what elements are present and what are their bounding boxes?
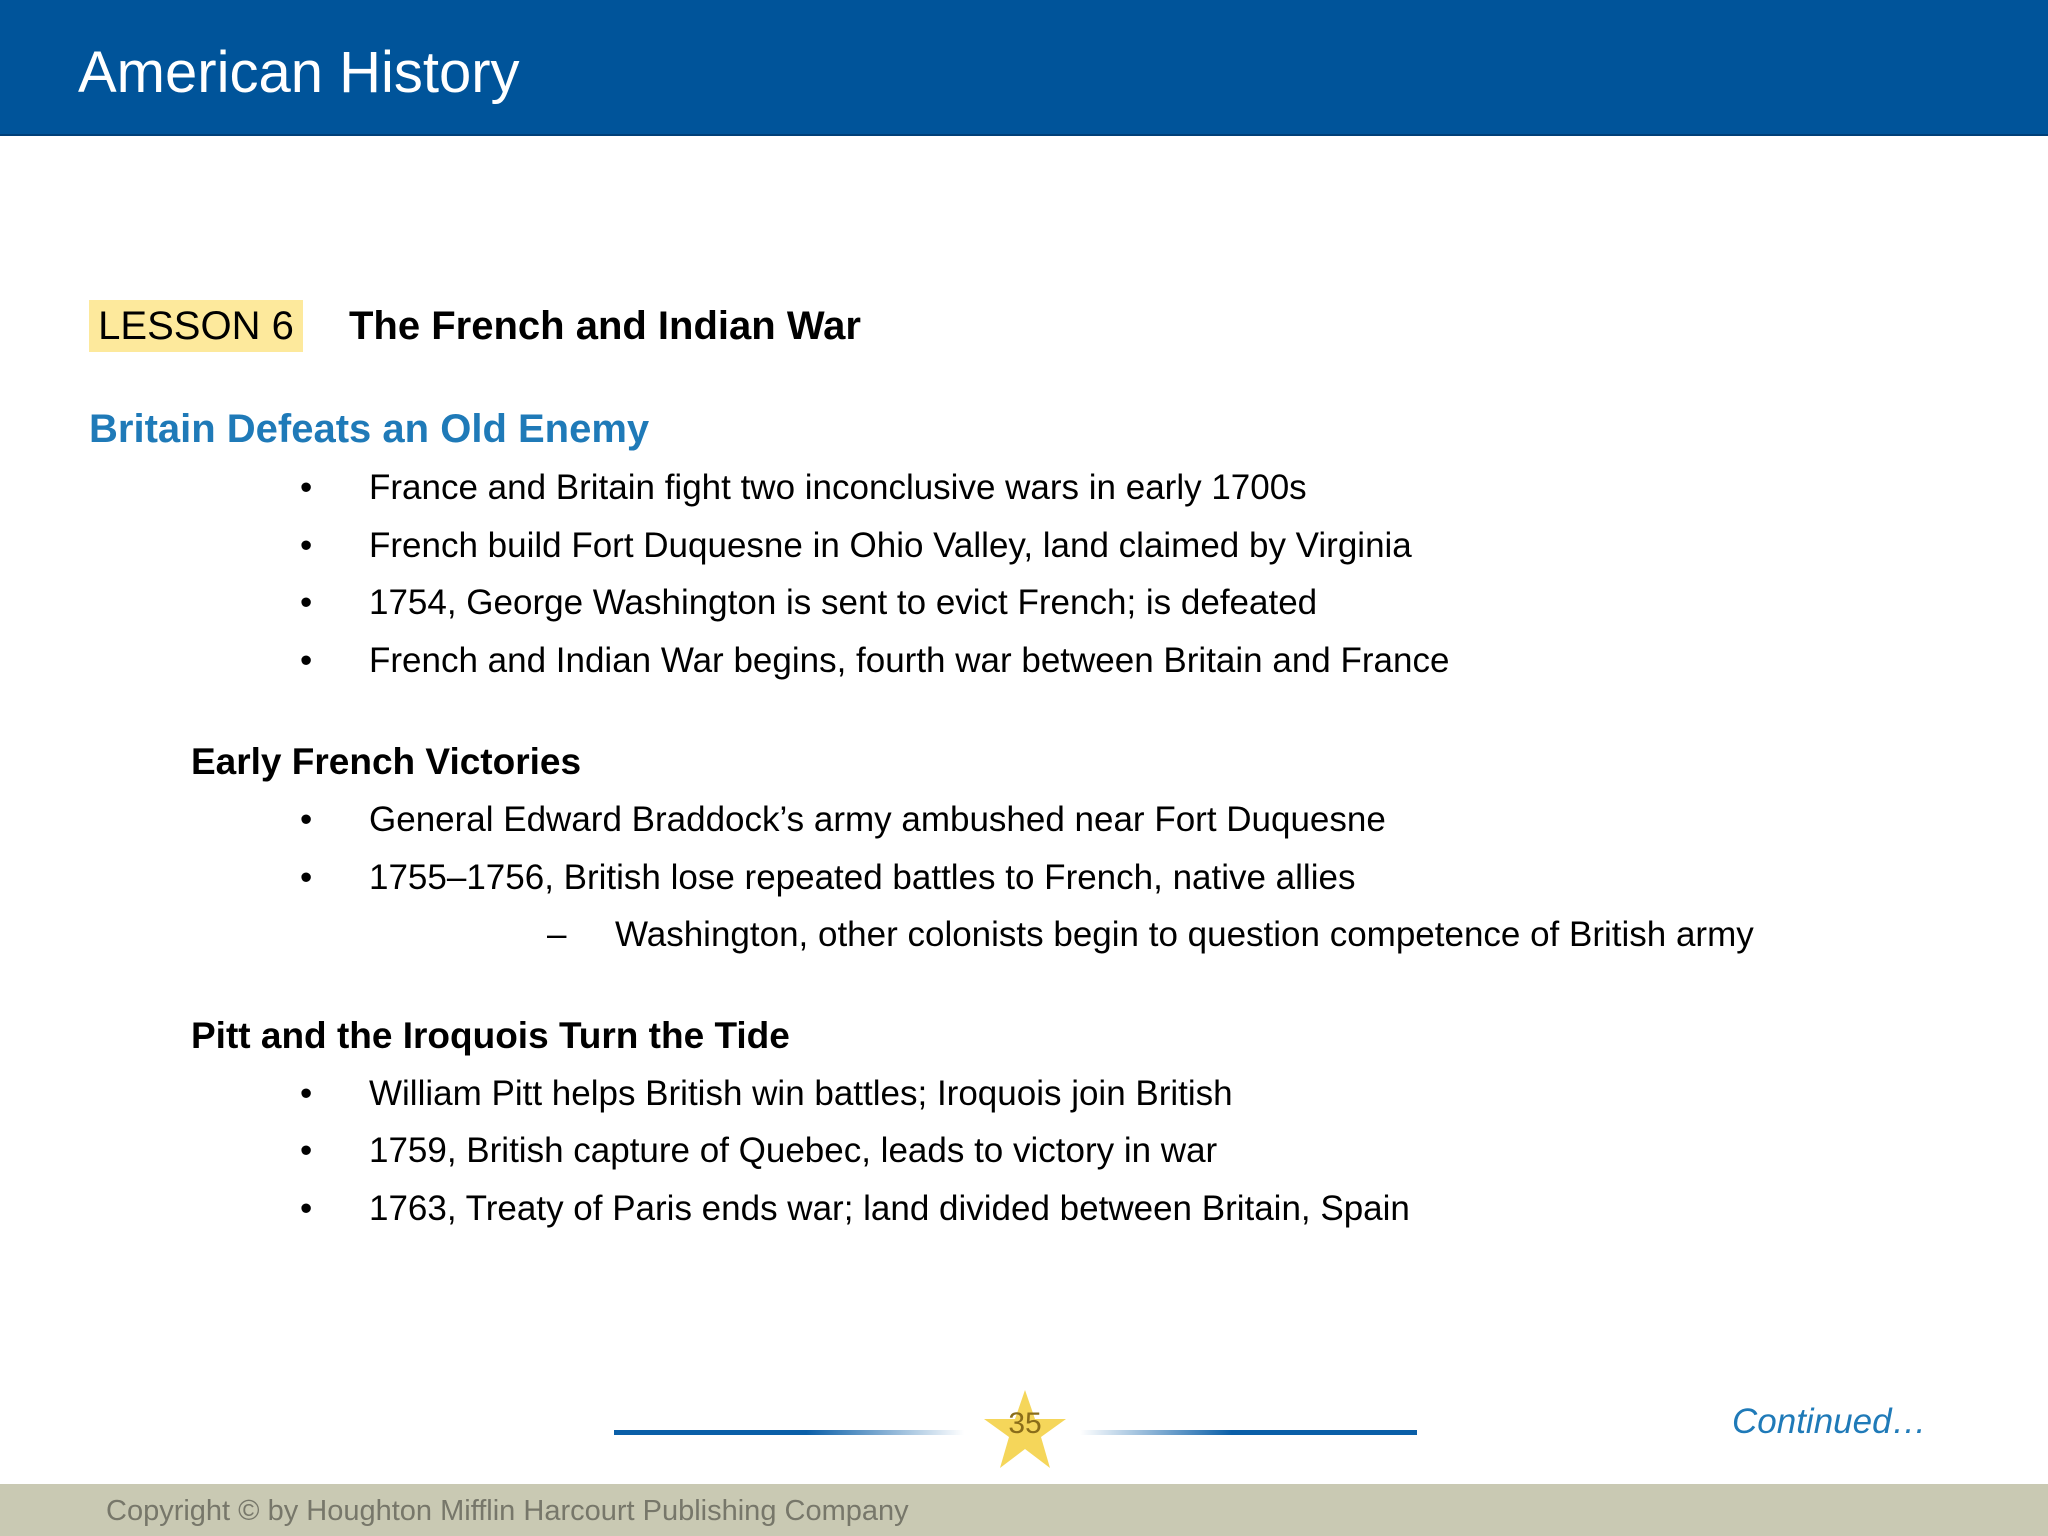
subsection-title: Pitt and the Iroquois Turn the Tide [191, 1015, 790, 1056]
footer-divider-right [1080, 1430, 1417, 1435]
bullet-dot: • [300, 1189, 313, 1228]
bullet-text: 1759, British capture of Quebec, leads to victory in war [369, 1131, 1218, 1170]
bullet-text: 1754, George Washington is sent to evict French; is defeated [369, 583, 1318, 622]
copyright-text: Copyright © by Houghton Mifflin Harcourt Publishing Company [106, 1495, 909, 1527]
bullet-dot: • [300, 641, 313, 680]
bullet-dot: • [300, 583, 313, 622]
header-title: American History [78, 40, 520, 105]
footer-divider-left [614, 1430, 964, 1435]
lesson-title: The French and Indian War [349, 304, 861, 348]
lesson-badge: LESSON 6 [89, 300, 303, 352]
header-bar [0, 0, 2048, 136]
bullet-dot: • [300, 800, 313, 839]
page-number: 35 [1008, 1407, 1042, 1440]
bullet-dot: • [300, 1131, 313, 1170]
sub-bullet-text: Washington, other colonists begin to question competence of British army [615, 915, 1754, 954]
section-title: Britain Defeats an Old Enemy [89, 407, 650, 451]
bullet-text: French and Indian War begins, fourth war between Britain and France [369, 641, 1450, 680]
bullet-text: General Edward Braddock’s army ambushed near Fort Duquesne [369, 800, 1386, 839]
dash-glyph: – [547, 915, 567, 954]
bullet-dot: • [300, 526, 313, 565]
subsection-title: Early French Victories [191, 741, 582, 782]
bullet-text: 1755–1756, British lose repeated battles to French, native allies [369, 858, 1356, 897]
bullet-text: 1763, Treaty of Paris ends war; land divided between Britain, Spain [369, 1189, 1410, 1228]
continued-label: Continued… [1732, 1402, 1927, 1441]
bullet-dot: • [300, 858, 313, 897]
copyright-bar [0, 1484, 2048, 1536]
bullet-text: William Pitt helps British win battles; Iroquois join British [369, 1074, 1233, 1113]
bullet-dot: • [300, 1074, 313, 1113]
bullet-text: France and Britain fight two inconclusive wars in early 1700s [369, 468, 1307, 507]
bullet-dot: • [300, 468, 313, 507]
bullet-text: French build Fort Duquesne in Ohio Valley, land claimed by Virginia [369, 526, 1412, 565]
